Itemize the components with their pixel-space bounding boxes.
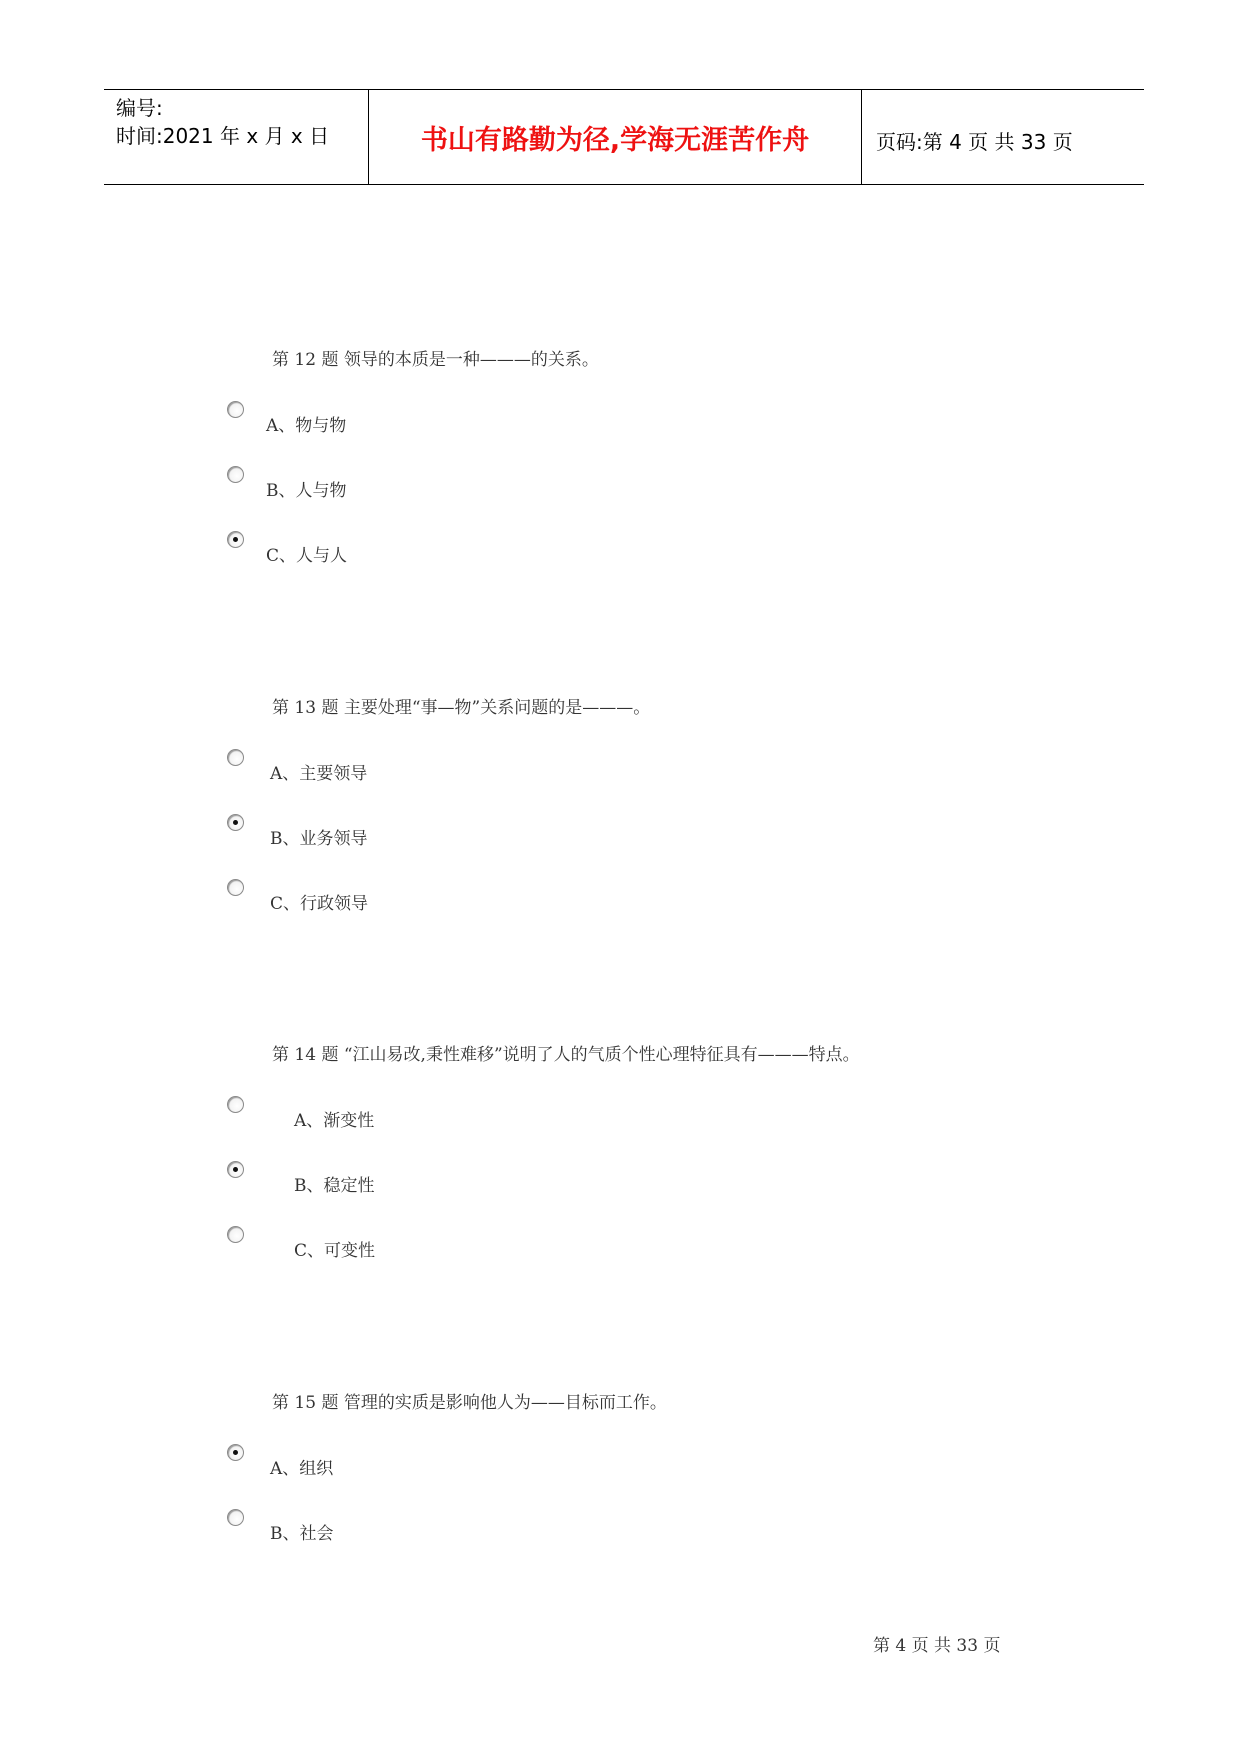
radio-button[interactable] bbox=[227, 749, 244, 766]
option-label: B、人与物 bbox=[266, 481, 347, 501]
question-text: 第 14 题 “江山易改,秉性难移”说明了人的气质个性心理特征具有———特点。 bbox=[272, 1045, 860, 1065]
radio-button-selected[interactable] bbox=[227, 531, 244, 548]
option-a[interactable] bbox=[0, 749, 1241, 783]
motto: 书山有路勤为径,学海无涯苦作舟 bbox=[420, 125, 810, 156]
option-a[interactable] bbox=[0, 401, 1241, 435]
number-label: 编号: bbox=[116, 96, 163, 120]
radio-button[interactable] bbox=[227, 1096, 244, 1113]
option-label: A、组织 bbox=[270, 1459, 334, 1479]
option-label: A、主要领导 bbox=[270, 764, 368, 784]
question-text: 第 13 题 主要处理“事—物”关系问题的是———。 bbox=[272, 698, 651, 718]
option-b[interactable] bbox=[0, 1161, 1241, 1195]
option-c[interactable] bbox=[0, 1226, 1241, 1260]
header-page-number: 页码:第 4 页 共 33 页 bbox=[876, 130, 1073, 154]
header-info-cell bbox=[104, 90, 369, 184]
option-c[interactable] bbox=[0, 531, 1241, 565]
radio-button[interactable] bbox=[227, 1226, 244, 1243]
option-label: C、可变性 bbox=[294, 1241, 376, 1261]
question-text: 第 15 题 管理的实质是影响他人为——目标而工作。 bbox=[272, 1393, 667, 1413]
question-text: 第 12 题 领导的本质是一种———的关系。 bbox=[272, 350, 599, 370]
option-label: B、业务领导 bbox=[270, 829, 368, 849]
option-b[interactable] bbox=[0, 814, 1241, 848]
option-label: B、社会 bbox=[270, 1524, 334, 1544]
footer-page-number: 第 4 页 共 33 页 bbox=[873, 1636, 1001, 1656]
radio-button-selected[interactable] bbox=[227, 1161, 244, 1178]
option-b[interactable] bbox=[0, 466, 1241, 500]
option-b[interactable] bbox=[0, 1509, 1241, 1543]
option-c[interactable] bbox=[0, 879, 1241, 913]
radio-button-selected[interactable] bbox=[227, 814, 244, 831]
radio-button[interactable] bbox=[227, 466, 244, 483]
option-label: C、人与人 bbox=[266, 546, 348, 566]
document-header bbox=[104, 89, 1144, 185]
time-label: 时间:2021 年 x 月 x 日 bbox=[116, 124, 330, 148]
radio-button[interactable] bbox=[227, 879, 244, 896]
option-label: A、渐变性 bbox=[294, 1111, 375, 1131]
option-label: A、物与物 bbox=[266, 416, 347, 436]
header-motto-cell bbox=[369, 90, 862, 184]
option-a[interactable] bbox=[0, 1096, 1241, 1130]
option-label: B、稳定性 bbox=[294, 1176, 375, 1196]
option-a[interactable] bbox=[0, 1444, 1241, 1478]
header-page-cell bbox=[862, 90, 1144, 184]
radio-button[interactable] bbox=[227, 1509, 244, 1526]
option-label: C、行政领导 bbox=[270, 894, 369, 914]
radio-button-selected[interactable] bbox=[227, 1444, 244, 1461]
radio-button[interactable] bbox=[227, 401, 244, 418]
